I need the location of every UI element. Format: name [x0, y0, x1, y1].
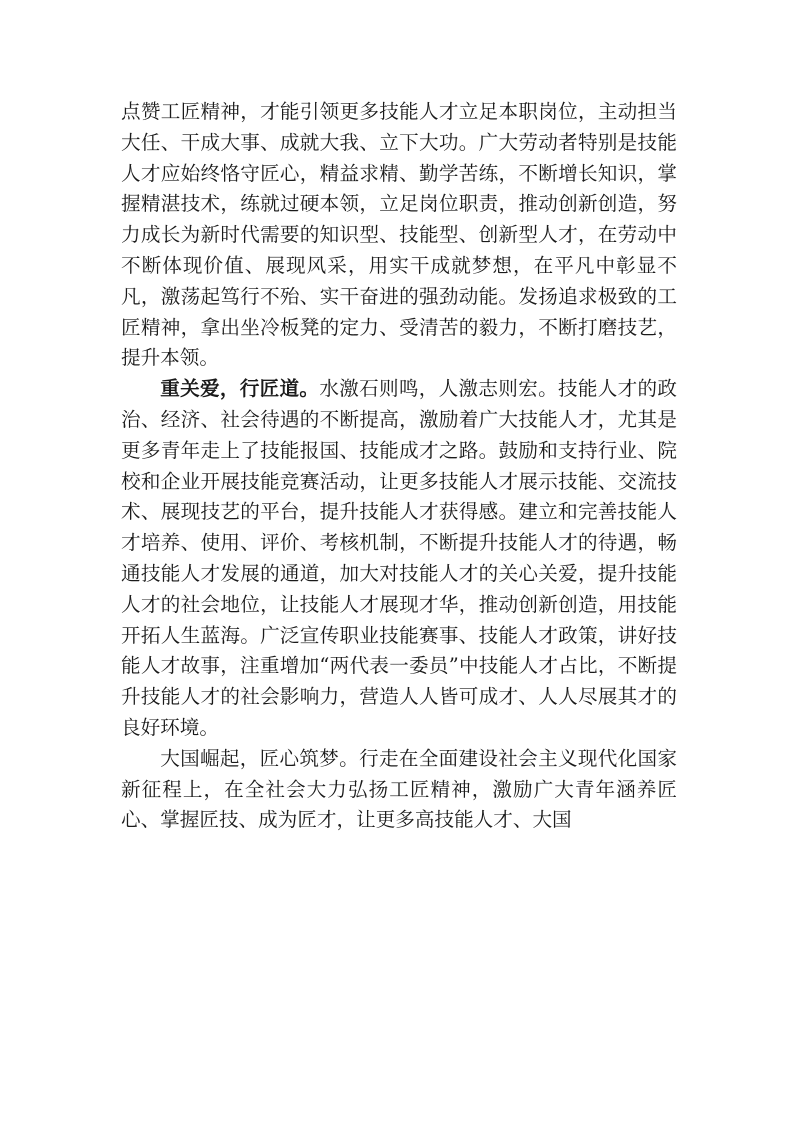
document-body	[121, 97, 677, 836]
paragraph-continuation	[121, 97, 677, 374]
paragraph-1-text: 点赞工匠精神，才能引领更多技能人才立足本职岗位，主动担当大任、干成大事、成就大我、立下大功。广大劳动者特别是技能人才应始终恪守匠心，精益求精、勤学苦练，不断增长知识，掌握精湛技术，练就过硬本领，立足岗位职责，推动创新创造，努力成长为新时代需要的知识型、技能型、创新型人才，在劳动中不断体现价值、展现风采，用实干成就梦想，在平凡中彰显不凡，激荡起笃行不殆、实干奋进的强劲动能。发扬追求极致的工匠精神，拿出坐冷板凳的定力、受清苦的毅力，不断打磨技艺，提升本领。	[121, 100, 677, 370]
paragraph-3-text: 大国崛起，匠心筑梦。行走在全面建设社会主义现代化国家新征程上，在全社会大力弘扬工匠精神，激励广大青年涵养匠心、掌握匠技、成为匠才，让更多高技能人才、大国	[121, 746, 677, 832]
paragraph-2-heading: 重关爱，行匠道。	[160, 377, 320, 401]
paragraph-care-and-craft	[121, 374, 677, 744]
paragraph-2-text: 水激石则鸣，人激志则宏。技能人才的政治、经济、社会待遇的不断提高，激励着广大技能人才，尤其是更多青年走上了技能报国、技能成才之路。鼓励和支持行业、院校和企业开展技能竞赛活动，让更多技能人才展示技能、交流技术、展现技艺的平台，提升技能人才获得感。建立和完善技能人才培养、使用、评价、考核机制，不断提升技能人才的待遇，畅通技能人才发展的通道，加大对技能人才的关心关爱，提升技能人才的社会地位，让技能人才展现才华，推动创新创造，用技能开拓人生蓝海。广泛宣传职业技能赛事、技能人才政策，讲好技能人才故事，注重增加“两代表一委员”中技能人才占比，不断提升技能人才的社会影响力，营造人人皆可成才、人人尽展其才的良好环境。	[121, 377, 678, 739]
paragraph-conclusion	[121, 744, 677, 836]
